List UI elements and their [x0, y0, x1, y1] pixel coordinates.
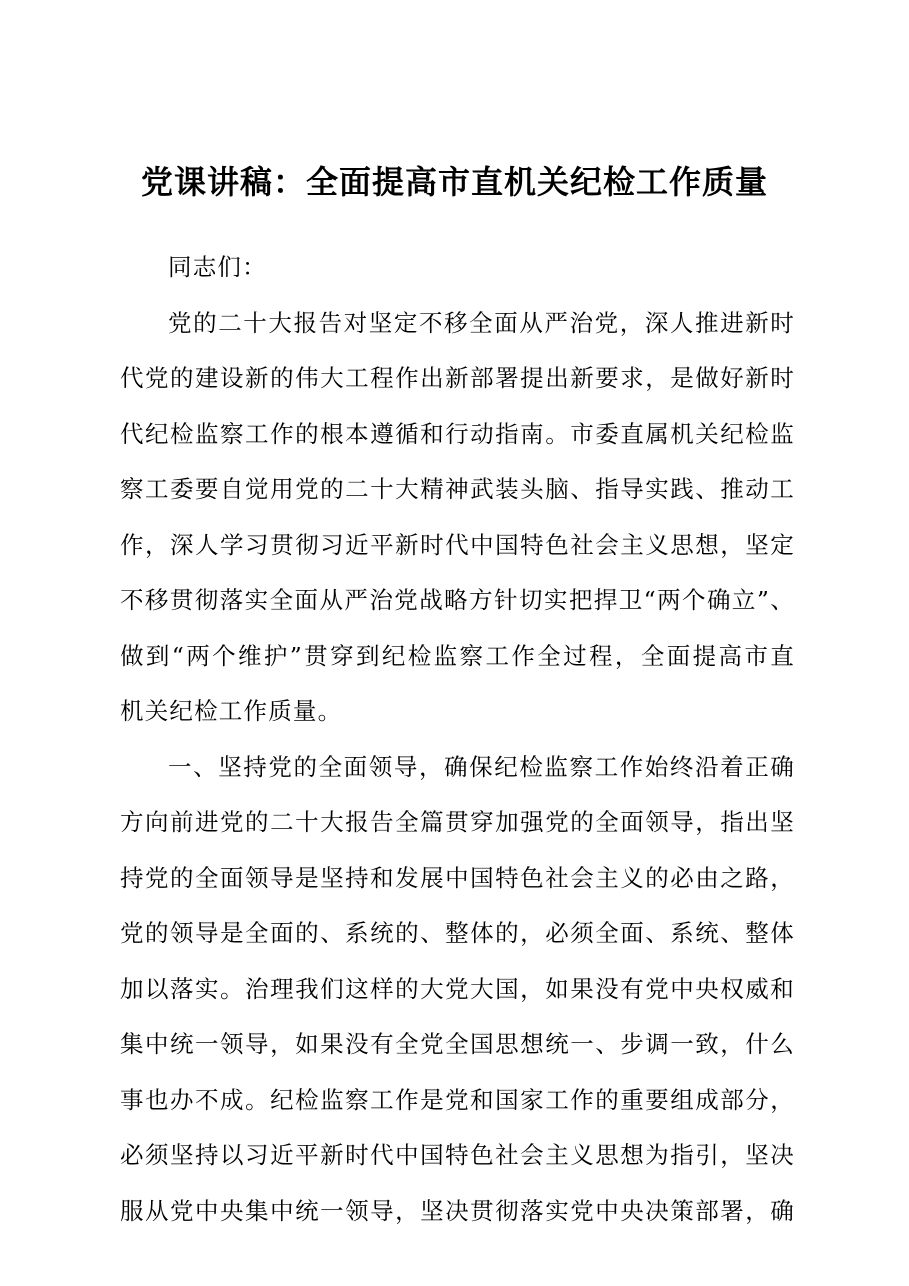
paragraph-line: 服从党中央集中统一领导，坚决贯彻落实党中央决策部署，确	[120, 1196, 795, 1225]
paragraph-line: 加以落实。治理我们这样的大党大国，如果没有党中央权威和	[120, 974, 795, 1003]
paragraph-line: 事也办不成。纪检监察工作是党和国家工作的重要组成部分，	[120, 1085, 795, 1114]
paragraph-line: 察工委要自觉用党的二十大精神武装头脑、指导实践、推动工	[120, 475, 795, 503]
paragraph-line: 代纪检监察工作的根本遵循和行动指南。市委直属机关纪检监	[120, 419, 795, 448]
paragraph-line: 不移贯彻落实全面从严治党战略方针切实把捍卫“两个确立”、	[120, 586, 795, 614]
paragraph-line: 党的二十大报告对坚定不移全面从严治党，深人推进新时	[168, 308, 795, 337]
document-body	[120, 240, 795, 1239]
paragraph-line: 做到“两个维护”贯穿到纪检监察工作全过程，全面提高市直	[120, 641, 795, 670]
paragraph-line: 持党的全面领导是坚持和发展中国特色社会主义的必由之路，	[120, 863, 795, 892]
salutation-line: 同志们：	[168, 253, 267, 281]
paragraph-line: 作，深人学习贯彻习近平新时代中国特色社会主义思想，坚定	[120, 530, 795, 559]
paragraph-line: 集中统一领导，如果没有全党全国思想统一、步调一致，什么	[120, 1030, 795, 1058]
document-title: 党课讲稿：全面提高市直机关纪检工作质量	[140, 163, 768, 201]
paragraph-line: 党的领导是全面的、系统的、整体的，必须全面、系统、整体	[120, 919, 795, 947]
paragraph-line: 必须坚持以习近平新时代中国特色社会主义思想为指引，坚决	[120, 1141, 795, 1169]
paragraph-line: 方向前进党的二十大报告全篇贯穿加强党的全面领导，指出坚	[120, 808, 795, 836]
paragraph-line: 代党的建设新的伟大工程作出新部署提出新要求，是做好新时	[120, 364, 795, 392]
paragraph-line: 机关纪检工作质量。	[120, 697, 343, 725]
section-heading-line: 一、坚持党的全面领导，确保纪检监察工作始终沿着正确	[168, 752, 795, 781]
